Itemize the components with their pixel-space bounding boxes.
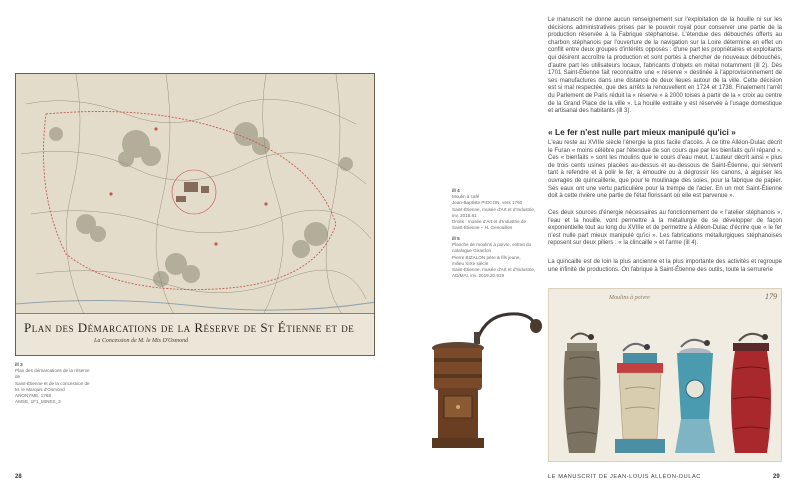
caption-line: AD/MAI, inv. 2019.20.919 bbox=[452, 273, 505, 279]
running-head: LE MANUSCRIT DE JEAN-LOUIS ALLÉON-DULAC bbox=[548, 474, 701, 480]
caption-line: Saint-Étienne, musée d'Art et d'Industrie, bbox=[452, 206, 536, 212]
caption-line: Saint-Étienne et de la concession de bbox=[15, 380, 90, 386]
caption-line: Plan des démarcations de la réserve de bbox=[15, 368, 90, 380]
pepper-mill-plate bbox=[548, 288, 782, 462]
body-paragraph-3: Ces deux sources d'énergie nécessaires au fonctionnement de « l'atelier stéphanois », l'eau et la houille, vont permettre à la métallurgie de se développer de façon exponentielle tout au long du XVIIIe et de permettre à Alléon-Dulac d'écrire que « le fer n'est nulle part mieux manipulé qu'ici ». Les fabrications métallurgiques stéphanoises reposent sur deux piliers : « la clincaille » et l'arme (ill 4). bbox=[548, 210, 782, 247]
caption-line: inv. 2018.61 bbox=[452, 212, 477, 218]
caption-line: M. le Marquis d'Osmond bbox=[15, 386, 65, 392]
page-number-left: 28 bbox=[15, 474, 22, 480]
body-paragraph-2: L'eau reste au XVIIIe siècle l'énergie la plus facile d'accès. À ce titre Alléon-Dulac décrit le Furan « moins célèbre par l'étendue de son cours que par les bienfaits qu'il répand ». Ces « bienfaits » sont les moulins que le cours d'eau meut. L'auteur décrit ainsi « plus de trois cents usines placées au-dessus et au-dessous de Saint-Étienne, qui servent tant à refendre et à polir le fer, à émoudre ou à dégrossir les canons, à aiguiser les ouvrages de quincaillerie, que pour le moulinage des soies, pour la fabrique de papier. Ses eaux ont une vertu particulière pour la trempe de l'acier. En un mot Saint-Étienne doit à cette rivière une partie de l'état florissant où elle est parvenue ». bbox=[548, 140, 782, 200]
map-cartouche bbox=[16, 313, 374, 355]
caption-line: AMSE, 1F1_MINES_3 bbox=[15, 399, 61, 405]
map-subtitle: La Concession de M. le Mis D'Osmond bbox=[94, 338, 189, 344]
caption-line: Jean-Baptiste PIOCON, vers 1760 bbox=[452, 200, 523, 206]
map-drawing bbox=[16, 74, 375, 319]
body-paragraph-4: La quincaille est de loin la plus ancienne et la plus importante des activités et regroupe une infinité de productions. On fabrique à Saint-Étienne des outils, toute la serrurerie bbox=[548, 259, 782, 273]
caption-line: milieu XIXe siècle bbox=[452, 260, 489, 266]
coffee-mill-photo bbox=[418, 300, 548, 458]
body-paragraph-1: Le manuscrit ne donne aucun renseignement sur l'exploitation de la houille ni sur les décisions administratives prises par le pouvoir royal pour conserver une partie de la production réservée à la Fabrique stéphanoise. L'étendue des débouchés offerts au charbon stéphanois par l'ouverture de la navigation sur la Loire détermine en effet un conflit entre deux groupes d'intérêts opposés : d'une part les propriétaires et exploitants qui désirent accroître la production et sont portés à chercher de nouveaux débouchés, d'autre part les utilisateurs locaux, fabricants d'objets en métal notamment (ill 2). Dès 1701 Saint-Étienne fait reconnaître une « réserve » destinée à l'approvisionnement de ses manufactures dans une distance de deux lieues autour de la ville. Cette décision est si mal respectée, que des arrêts la renouvellent en 1724 et 1738. Finalement l'arrêt du Parlement de Paris réduit la « réserve » à 2000 toises à partir de la « croix au centre de la Grand Place de la ville ». La houille extraite y est réservée à l'usage domestique et artisanal des habitants (ill 3). bbox=[548, 17, 782, 115]
caption-line: Pierre BIZALON père & fils jeune, bbox=[452, 254, 521, 260]
historical-map bbox=[15, 73, 375, 356]
caption-line: Saint-Étienne, musée d'Art et d'Industrie, bbox=[452, 267, 536, 273]
plate-script-title: Moulins à poivre bbox=[609, 295, 650, 301]
caption-number: ill 3 bbox=[15, 362, 23, 367]
section-heading: « Le fer n'est nulle part mieux manipulé qu'ici » bbox=[548, 127, 736, 137]
caption-line: Saint-Étienne – H. Genouilles bbox=[452, 225, 513, 231]
caption-ill4 bbox=[452, 188, 540, 231]
caption-ill5 bbox=[452, 236, 540, 279]
caption-line: catalogue Girardon bbox=[452, 248, 492, 254]
caption-line: ANONYME, 1768 bbox=[15, 393, 51, 399]
page-number-right: 29 bbox=[773, 474, 780, 480]
map-title: Plan des Démarcations de la Réserve de St Étienne et de bbox=[24, 320, 355, 335]
caption-number: ill 4 bbox=[452, 188, 460, 193]
caption-ill3 bbox=[15, 362, 95, 405]
caption-line: Moulin à café bbox=[452, 194, 480, 200]
caption-line: Planche de moulins à poivre, extrait du bbox=[452, 242, 532, 248]
caption-line: Droits : musée d'Art et d'Industrie de bbox=[452, 219, 527, 225]
plate-number: 179 bbox=[765, 292, 777, 301]
caption-number: ill 5 bbox=[452, 236, 460, 241]
